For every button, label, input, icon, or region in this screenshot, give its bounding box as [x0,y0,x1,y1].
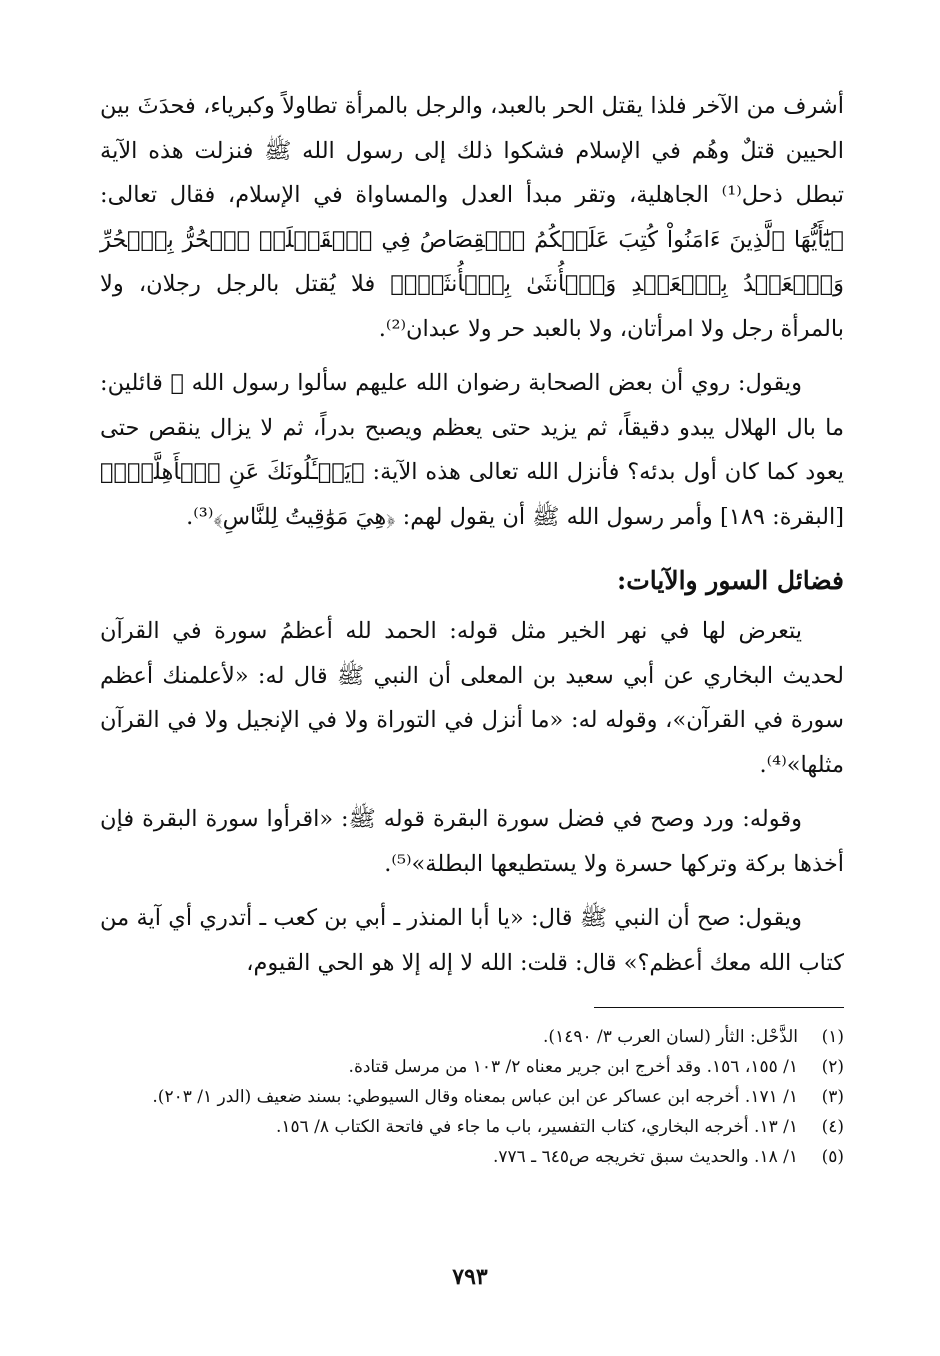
book-page [100,84,844,1324]
footnote-text: ١/ ١٥٥، ١٥٦. وقد أخرج ابن جرير معناه ٢/ ١٠٣ من مرسل قتادة. [348,1057,798,1077]
footnote-text: ١/ ١٧١. أخرجه ابن عساكر عن ابن عباس بمعناه وقال السيوطي: بسند ضعيف (الدر ١/ ٢٠٣). [152,1087,798,1107]
footnote-number: (٣) [821,1087,844,1107]
footnotes-list [100,1022,844,1172]
footnote-item [100,1112,844,1142]
footnote-item [100,1052,844,1082]
paragraph-baqara: وقوله: ورد وصح في فضل سورة البقرة قوله ﷺ: «اقرأوا سورة البقرة فإن أخذها بركة وتركها حسرة ولا يستطيعها البطلة»⁽⁵⁾. [100,806,844,877]
footnote-item [100,1022,844,1052]
footnote-item [100,1082,844,1112]
footnote-item [100,1142,844,1172]
page-number: ٧٩٣ [452,1264,488,1290]
paragraph-ayat-kursi: ويقول: صح أن النبي ﷺ قال: «يا أبا المنذر ـ أبي بن كعب ـ أتدري أي آية من كتاب الله معك أعظم؟» قال: قلت: الله لا إله إلا هو الحي القيوم، [100,905,844,976]
footnote-divider [594,1007,844,1008]
footnote-text: الذَّحْل: الثأر (لسان العرب ٣/ ١٤٩٠). [543,1027,798,1047]
paragraph-crescent-moon: ويقول: روي أن بعض الصحابة رضوان الله عليهم سألوا رسول الله ﷺ قائلين: ما بال الهلال يبدو دقيقاً، ثم يزيد حتى يعظم ويصبح بدراً، ثم لا يزال ينقص حتى يعود كما كان أول بدئه؟ فأنزل الله تعالى هذه الآية: ﴿يَسۡـَٔلُونَكَ عَنِ ٱلۡأَهِلَّةِۖ﴾ [البقرة: ١٨٩] وأمر رسول الله ﷺ أن يقول لهم: ﴿هِيَ مَوَٰقِيتُ لِلنَّاسِ﴾⁽³⁾. [100,370,844,530]
footnote-number: (٤) [821,1117,844,1137]
footnote-number: (٢) [821,1057,844,1077]
paragraph-fatiha: يتعرض لها في نهر الخير مثل قوله: الحمد لله أعظمُ سورة في القرآن لحديث البخاري عن أبي سعيد بن المعلى أن النبي ﷺ قال له: «لأعلمنك أعظم سورة في القرآن»، وقوله له: «ما أنزل في التوراة ولا في الإنجيل ولا في القرآن مثلها»⁽⁴⁾. [100,618,844,778]
footnote-text: ١/ ١٨. والحديث سبق تخريجه ص٦٤٥ ـ ٧٧٦. [492,1147,798,1167]
footnote-number: (١) [821,1027,844,1047]
section-heading: فضائل السور والآيات: [616,566,844,595]
paragraph-retaliation: أشرف من الآخر فلذا يقتل الحر بالعبد، والرجل بالمرأة تطاولاً وكبرياء، فحدَثَ بين الحيين قتلٌ وهُم في الإسلام فشكوا ذلك إلى رسول الله ﷺ فنزلت هذه الآية تبطل ذحل⁽¹⁾ الجاهلية، وتقر مبدأ العدل والمساواة في الإسلام، فقال تعالى: ﴿يَٰٓأَيُّهَا ٱلَّذِينَ ءَامَنُواْ كُتِبَ عَلَيۡكُمُ ٱلۡقِصَاصُ فِي ٱلۡقَتۡلَىۖ ٱلۡحُرُّ بِٱلۡحُرِّ وَٱلۡعَبۡدُ بِٱلۡعَبۡدِ وَٱلۡأُنثَىٰ بِٱلۡأُنثَىٰۚ﴾ فلا يُقتل بالرجل رجلان، ولا بالمرأة رجل ولا امرأتان، ولا بالعبد حر ولا عبدان⁽²⁾. [100,93,844,342]
footnote-number: (٥) [821,1147,844,1167]
footnote-text: ١/ ١٣. أخرجه البخاري، كتاب التفسير، باب ما جاء في فاتحة الكتاب ٨/ ١٥٦. [275,1117,798,1137]
